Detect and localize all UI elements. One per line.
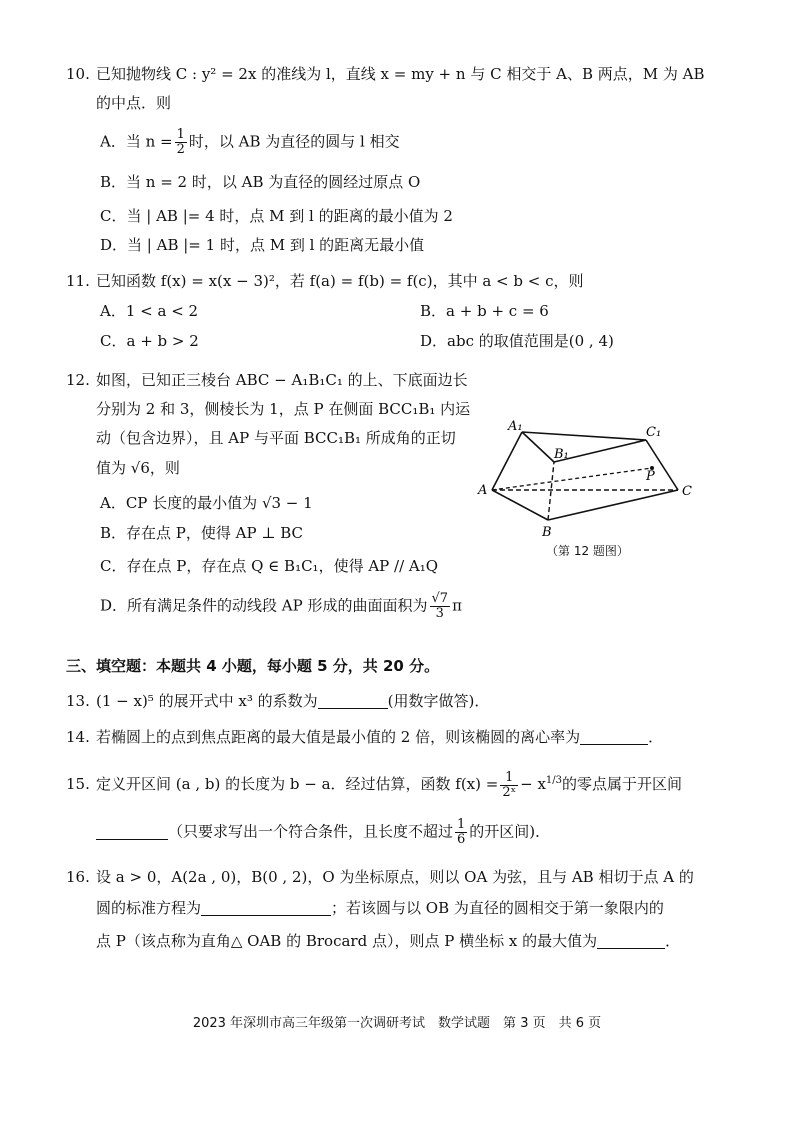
q11-number: 11.	[66, 272, 90, 290]
q15-line2-numerator: 1	[457, 817, 466, 832]
label-c: C	[682, 484, 692, 499]
q15-number: 15.	[66, 775, 90, 793]
q12-stem2: 分别为 2 和 3，侧棱长为 1，点 P 在侧面 BCC₁B₁ 内运	[96, 400, 471, 418]
q15-line2-post: 的开区间)．	[469, 822, 551, 841]
q13-post: (用数字做答)．	[387, 692, 490, 710]
q16-line2-post: ；若该圆与以 OB 为直径的圆相交于第一象限内的	[331, 899, 664, 917]
q11-option-d: D．abc 的取值范围是(0 , 4)	[420, 332, 614, 350]
q13-number: 13.	[66, 692, 90, 710]
q12-stem-line1	[66, 369, 468, 391]
q16-line3-pre: 点 P（该点称为直角△ OAB 的 Brocard 点），则点 P 横坐标 x 的最大值为	[96, 932, 598, 950]
q16-line1	[66, 866, 694, 888]
q13-pre: (1 − x)⁵ 的展开式中 x³ 的系数为	[96, 692, 318, 710]
q15-post: 的零点属于开区间	[562, 775, 683, 793]
q11-option-c: C．a + b > 2	[100, 332, 199, 350]
q12-figure	[470, 418, 710, 548]
section-3-heading: 三、填空题：本题共 4 小题，每小题 5 分，共 20 分。	[66, 657, 440, 675]
q15-answer-blank[interactable]	[96, 839, 168, 840]
q16-answer-blank-2[interactable]	[597, 948, 665, 949]
segment-a-p	[492, 468, 652, 490]
label-a: A	[478, 483, 488, 498]
label-b1: B₁	[554, 447, 569, 462]
edge-b-c	[548, 490, 678, 520]
q10-stem-line1	[66, 63, 704, 85]
q12-option-d-fraction	[430, 592, 451, 621]
q12-option-d-numerator: √7	[431, 591, 449, 606]
q14-number: 14.	[66, 728, 90, 746]
q14-pre: 若椭圆上的点到焦点距离的最大值是最小值的 2 倍，则该椭圆的离心率为	[96, 728, 581, 746]
q10-option-b: B．当 n = 2 时，以 AB 为直径的圆经过原点 O	[100, 173, 421, 191]
q15-line2-pre: （只要求写出一个符合条件，且长度不超过	[168, 822, 454, 841]
q12-option-d-post: π	[452, 596, 462, 615]
q11-stem: 已知函数 f(x) = x(x − 3)²，若 f(a) = f(b) = f(c)，其中 a < b < c，则	[96, 272, 584, 290]
q10-option-a-post: 时，以 AB 为直径的圆与 l 相交	[188, 132, 400, 151]
q12-option-b: B．存在点 P，使得 AP ⊥ BC	[100, 524, 303, 542]
edge-a1-c1	[522, 432, 646, 440]
edge-b-b1	[548, 462, 554, 520]
q12-number: 12.	[66, 371, 90, 389]
q15-line2-fraction	[455, 818, 467, 847]
q12-option-d-pre: D．所有满足条件的动线段 AP 形成的曲面面积为	[100, 596, 428, 615]
q12-option-c: C．存在点 P，存在点 Q ∈ B₁C₁，使得 AP // A₁Q	[100, 557, 439, 575]
q12-stem1: 如图，已知正三棱台 ABC − A₁B₁C₁ 的上、下底面边长	[96, 371, 468, 389]
q13-answer-blank[interactable]	[318, 708, 388, 709]
q10-option-d: D．当 | AB |= 1 时，点 M 到 l 的距离无最小值	[100, 236, 425, 254]
q10-option-a-numerator: 1	[176, 127, 185, 142]
q11-option-b: B．a + b + c = 6	[420, 302, 549, 320]
q16-line1-text: 设 a > 0，A(2a , 0)，B(0 , 2)，O 为坐标原点，则以 OA 为弦，且与 AB 相切于点 A 的	[96, 868, 694, 886]
q16-number: 16.	[66, 868, 90, 886]
q13-line	[66, 690, 489, 712]
q10-option-c: C．当 | AB |= 4 时，点 M 到 l 的距离的最小值为 2	[100, 207, 453, 225]
q15-line2-denominator: 6	[457, 832, 466, 847]
q11-option-a: A．1 < a < 2	[100, 302, 199, 320]
q15-exponent: 1/3	[545, 775, 563, 786]
q15-fraction-denominator: 2ˣ	[502, 784, 517, 800]
q16-line2-pre: 圆的标准方程为	[96, 899, 202, 917]
q14-line	[66, 726, 663, 748]
q15-fraction	[500, 771, 518, 800]
q16-line3-post: ．	[665, 932, 681, 950]
label-p: P	[646, 469, 655, 484]
q16-line2	[96, 897, 664, 919]
q16-line3	[96, 930, 680, 952]
q14-answer-blank[interactable]	[580, 744, 648, 745]
q10-option-a-pre: A．当 n =	[100, 132, 173, 151]
page-footer: 2023 年深圳市高三年级第一次调研考试 数学试题 第 3 页 共 6 页	[192, 1016, 602, 1031]
q11-stem-line	[66, 270, 584, 292]
edge-a-b	[492, 490, 548, 520]
edge-a-a1	[492, 432, 522, 490]
q12-stem3: 动（包含边界），且 AP 与平面 BCC₁B₁ 所成角的正切	[96, 429, 456, 447]
q14-post: ．	[648, 728, 664, 746]
q12-option-d-denominator: 3	[435, 606, 444, 621]
q12-stem4: 值为 √6，则	[96, 459, 180, 477]
q10-option-a-denominator: 2	[176, 142, 185, 157]
q15-mid: − x	[520, 775, 546, 793]
q10-stem1: 已知抛物线 C : y² = 2x 的准线为 l，直线 x = my + n 与 C 相交于 A、B 两点，M 为 AB	[96, 65, 705, 83]
q12-figure-caption: （第 12 题图）	[546, 544, 629, 558]
q15-line1	[66, 770, 682, 800]
label-a1: A₁	[508, 419, 523, 434]
q16-answer-blank-1[interactable]	[201, 915, 331, 916]
q10-number: 10.	[66, 65, 90, 83]
q10-stem2: 的中点．则	[96, 94, 172, 112]
q15-pre: 定义开区间 (a , b) 的长度为 b − a．经过估算，函数 f(x) =	[96, 775, 499, 793]
q10-option-a	[100, 128, 400, 157]
q12-option-d	[100, 592, 462, 621]
q10-option-a-fraction	[175, 128, 187, 157]
label-b: B	[542, 525, 552, 540]
q15-line2	[96, 818, 550, 847]
q12-option-a: A．CP 长度的最小值为 √3 − 1	[100, 494, 313, 512]
edge-a1-b1	[522, 432, 554, 462]
label-c1: C₁	[646, 425, 662, 440]
q15-fraction-numerator: 1	[500, 771, 518, 786]
